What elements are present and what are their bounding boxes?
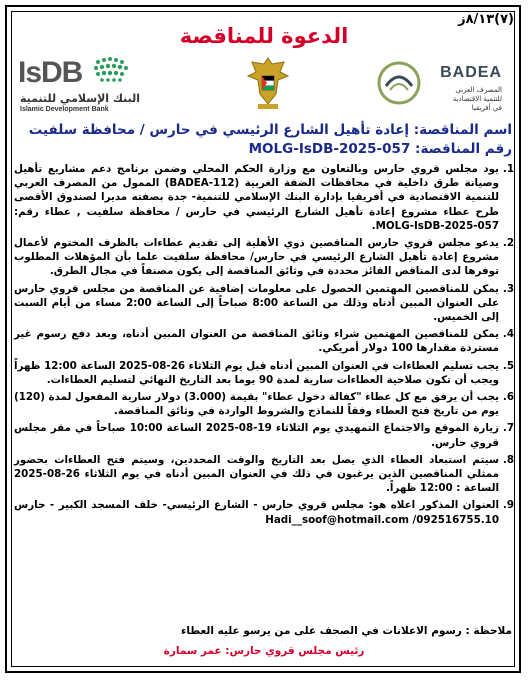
item-text: يجب أن يرفق مع كل عطاء "كفالة دخول عطاء" بقيمة (3.000) دولار سارية المفعول لمدة (120) يوم من تاريخ فتح العطاء وفقاً للنماذج والشروط الواردة في وثائق المناقصة. bbox=[14, 391, 499, 418]
list-item bbox=[14, 498, 514, 526]
list-item bbox=[14, 327, 514, 355]
item-number: 7. bbox=[502, 422, 514, 435]
page-title: الدعوة للمناقصة bbox=[179, 24, 349, 48]
item-text: يمكن للمناقصين المهتمين شراء وثائق المناقصة من العنوان المبين أدناه، وبعد دفع رسوم غير مستردة مقدارها 100 دولار أمريكي. bbox=[14, 328, 499, 355]
item-number: 3. bbox=[502, 282, 514, 295]
list-item bbox=[14, 162, 514, 233]
item-text: يود مجلس قروي حارس وبالتعاون مع وزارة الحكم المحلي وضمن برنامج دعم مشاريع تأهيل وصيانة طرق داخلية في محافظات الضفة الغربية (BADEA-112) الممول من المصرف العربي للتنمية الاقتصادية في أفريقيا بإدارة البنك الإسلامي للتنمية- جدة بصفته مديرا لصندوق الأقصى طرح عطاء مشروع إعادة تأهيل الشارع الرئيسي في حارس / محافظة سلفيت , عطاء رقم: MOLG-IsDB-2025-057. bbox=[14, 163, 499, 232]
item-number: 5. bbox=[502, 359, 514, 372]
tender-number: رقم المناقصة: MOLG-IsDB-2025-057 bbox=[248, 141, 512, 157]
palestine-eagle-emblem-icon bbox=[246, 54, 290, 112]
item-number: 4. bbox=[502, 328, 514, 341]
isdb-logo-word: IsDB bbox=[18, 56, 83, 89]
isdb-globe-icon bbox=[90, 56, 134, 92]
item-number: 6. bbox=[502, 391, 514, 404]
list-item bbox=[14, 421, 514, 449]
item-number: 8. bbox=[502, 453, 514, 466]
reference-number: (٧)٨/١٣ز bbox=[458, 12, 514, 27]
item-number: 2. bbox=[502, 237, 514, 250]
item-text: يجب تسليم العطاءات في العنوان المبين أدناه قبل يوم الثلاثاء 26-08-2025 الساعة 12:00 ظهراً ويجب أن تكون صلاحية العطاءات سارية لمدة 90 يوما بعد التاريخ النهائي لتسليم العطاءات. bbox=[14, 359, 499, 386]
isdb-logo-english: Islamic Development Bank bbox=[20, 106, 109, 113]
badea-mark-icon bbox=[376, 60, 422, 106]
isdb-logo-arabic: البنك الإسلامي للتنمية bbox=[20, 92, 140, 105]
badea-logo bbox=[356, 60, 506, 116]
logo-row bbox=[10, 50, 518, 116]
footer-note: ملاحظة : رسوم الاعلانات في الصحف على من يرسو عليه العطاء bbox=[180, 625, 512, 637]
tender-items-list bbox=[14, 162, 514, 530]
list-item bbox=[14, 453, 514, 496]
badea-logo-word: BADEA bbox=[440, 64, 502, 81]
item-number: 9. bbox=[502, 499, 514, 512]
list-item bbox=[14, 359, 514, 387]
item-text: زيارة الموقع والاجتماع التمهيدي يوم الثلاثاء 19-08-2025 الساعة 10:00 صباحاً في مقر مجلس قروي حارس. bbox=[14, 422, 499, 449]
list-item bbox=[14, 236, 514, 279]
badea-logo-arabic: المصرف العربي للتنمية الاقتصادية في أفريقيا bbox=[452, 86, 502, 112]
signature-line: رئيس مجلس قروي حارس: عمر سمارة bbox=[163, 645, 365, 657]
list-item bbox=[14, 390, 514, 418]
item-text: العنوان المذكور اعلاه هو: مجلس قروي حارس - الشارع الرئيسي- خلف المسجد الكبير - حارس Hadi__soof@hotmail.com /092516755.10 bbox=[14, 499, 499, 526]
isdb-logo bbox=[18, 56, 168, 118]
tender-name: اسم المناقصة: إعادة تأهيل الشارع الرئيسي في حارس / محافظة سلفيت bbox=[28, 122, 512, 138]
list-item bbox=[14, 282, 514, 325]
item-text: يمكن للمناقصين المهتمين الحصول على معلومات إضافية عن المناقصة من مجلس قروي حارس على العنوان المبين أدناه وذلك من الساعة 8:00 صباحاً إلى الساعة 2:00 مساء من أيام السبت إلى الخميس. bbox=[14, 282, 499, 324]
item-number: 1. bbox=[502, 163, 514, 175]
item-text: يدعو مجلس قروي حارس المناقصين ذوي الأهلية إلى تقديم عطاءات بالظرف المختوم لأعمال مشروع إعادة تأهيل الشارع الرئيسي في حارس/ محافظة سلفيت علما بأن المؤهلات المطلوب توفرها لدى المناقص الفائز محددة في وثائق المناقصة إلى يكون مصنفاً في مجال الطرق. bbox=[14, 237, 499, 278]
item-text: سيتم استبعاد العطاء الذي يصل بعد التاريخ والوقت المحددين، وسيتم فتح العطاءات بحضور ممثلي المناقصين الذين يرغبون في ذلك في العنوان المبين أدناه في يوم الثلاثاء 26-08-2025 الساعة : 12:00 ظهراً. bbox=[14, 453, 499, 495]
